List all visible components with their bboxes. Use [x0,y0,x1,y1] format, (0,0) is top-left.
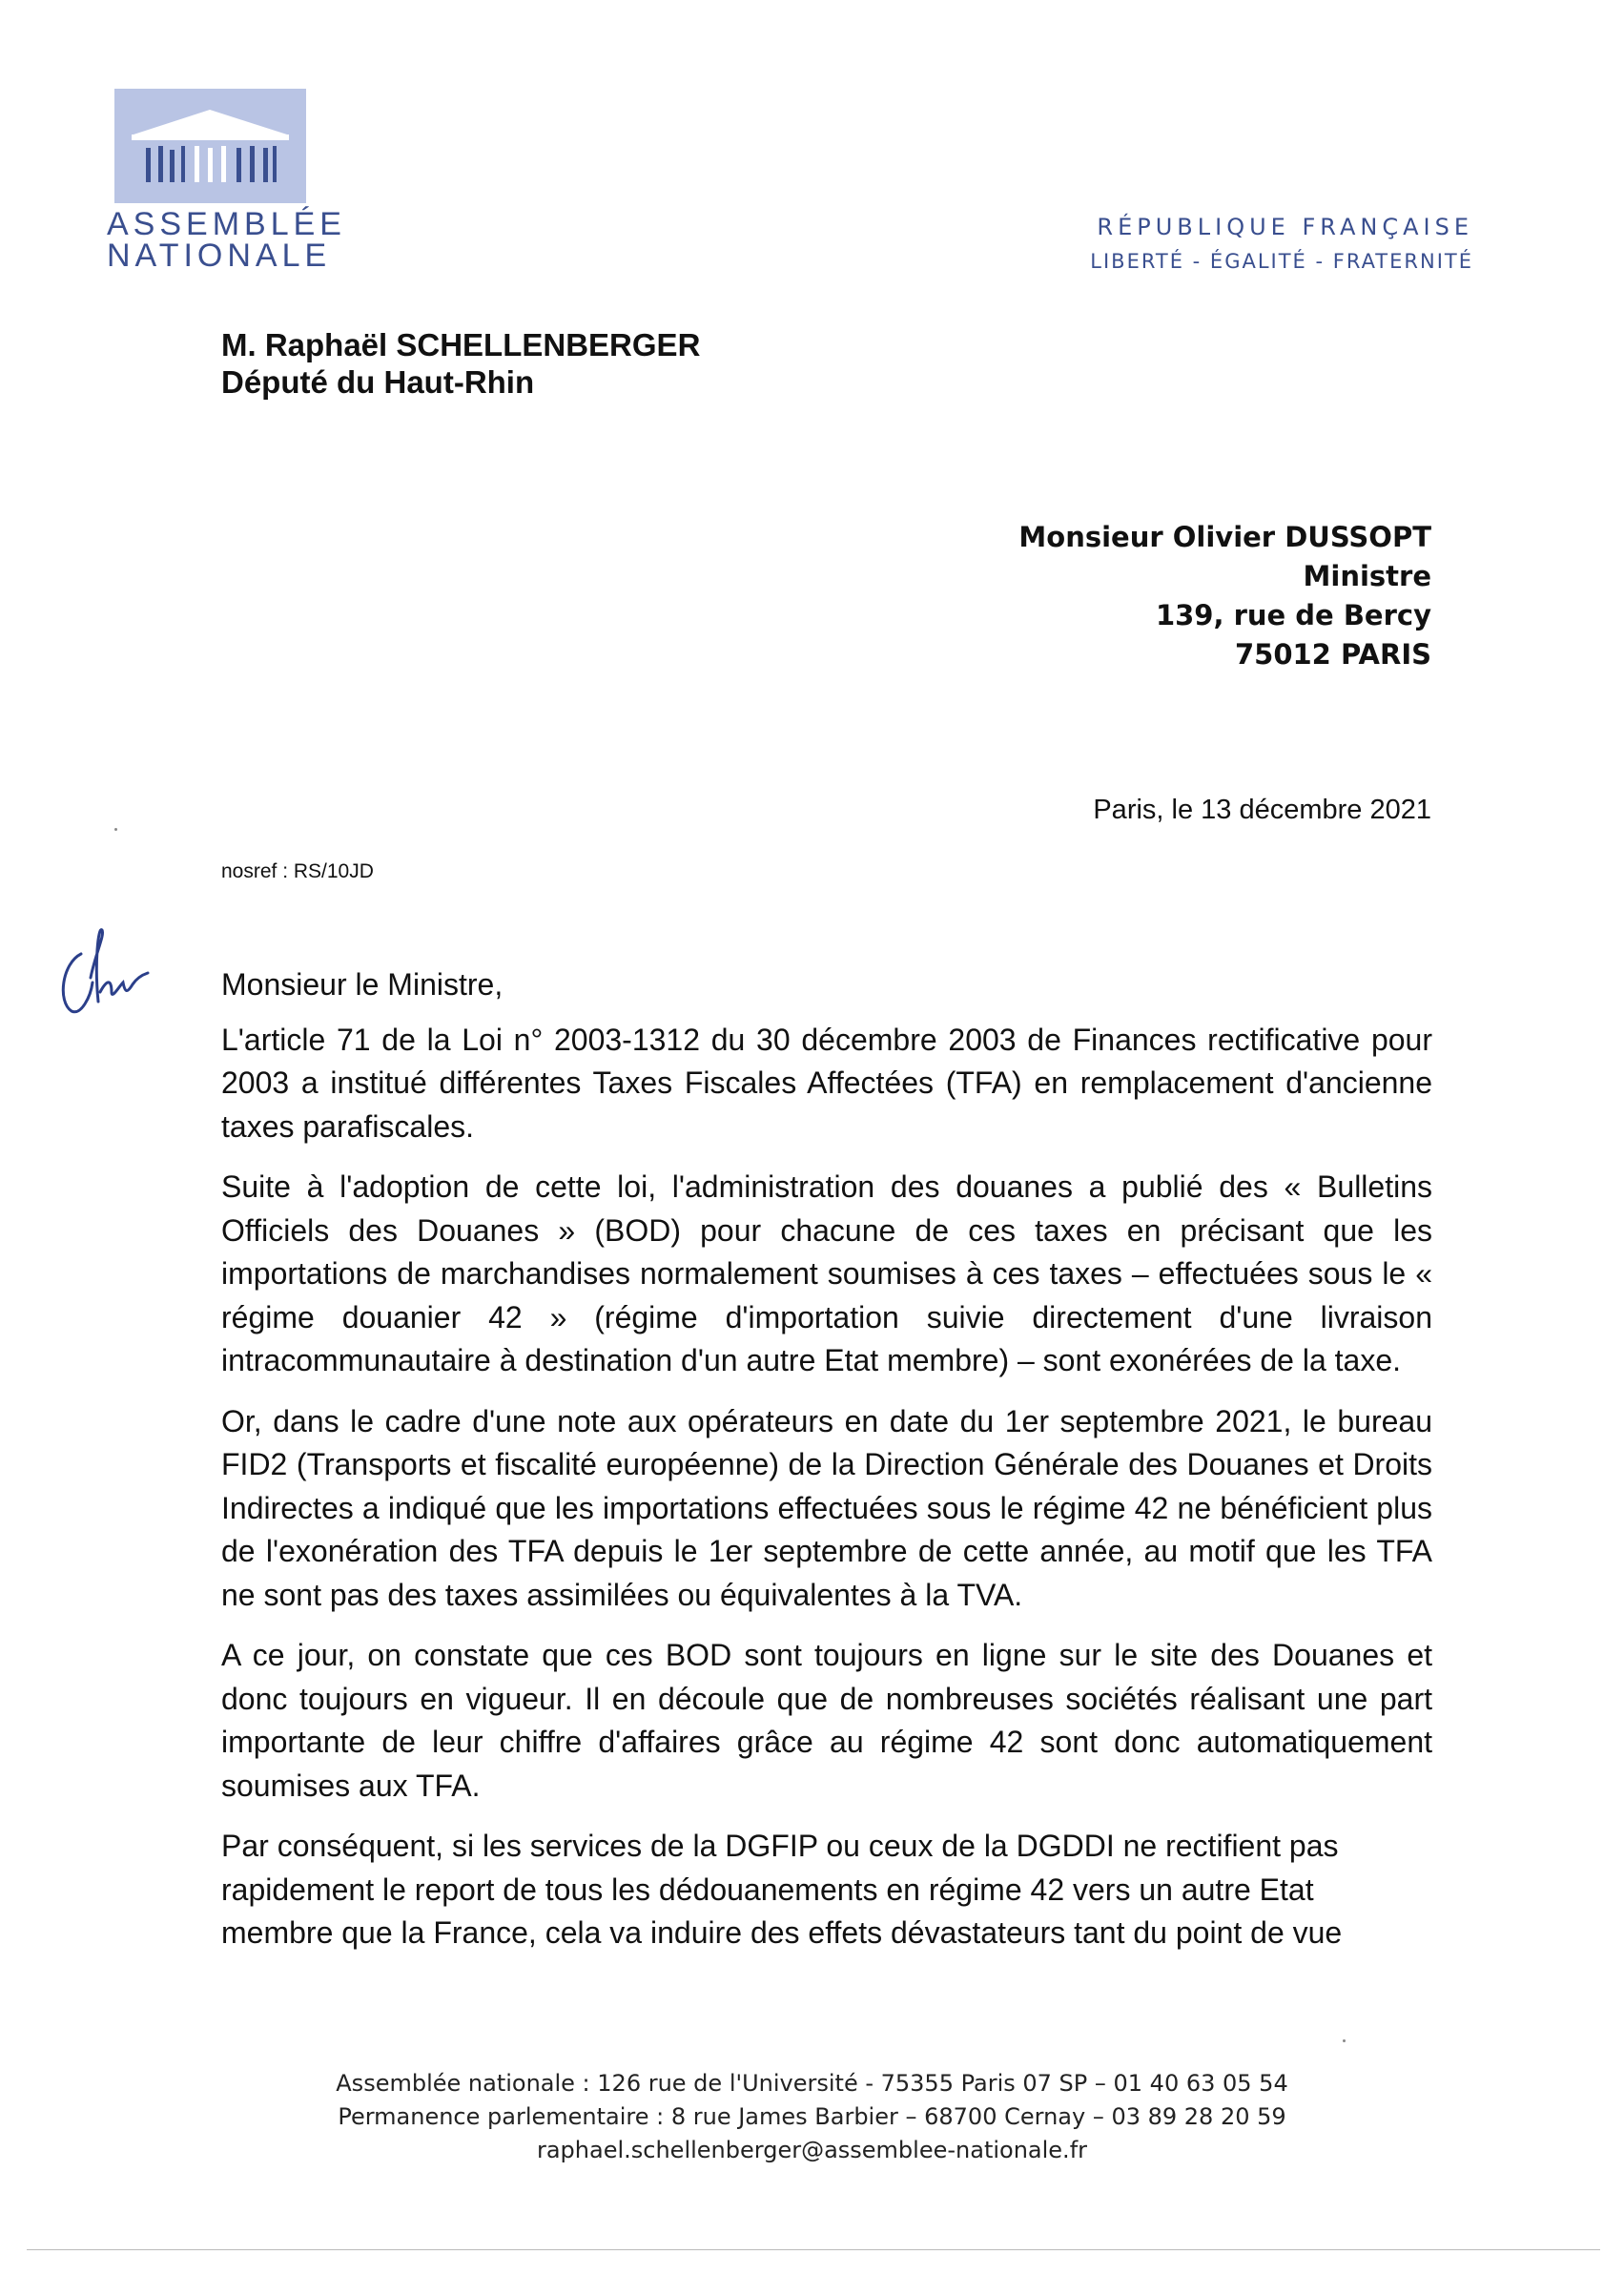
footer-email: raphael.schellenberger@assemblee-nationale.fr [536,2137,1088,2163]
logo-line-nationale: NATIONALE [107,238,332,274]
handwritten-initials [52,925,186,1030]
logo-line-assemblee: ASSEMBLÉE [107,206,346,242]
letter-body [221,963,1432,1973]
scan-speck [114,828,117,831]
footer-address-assemblee: Assemblée nationale : 126 rue de l'Université - 75355 Paris 07 SP – 01 40 63 05 54 [336,2070,1288,2097]
footer-address-permanence: Permanence parlementaire : 8 rue James Barbier – 68700 Cernay – 03 89 28 20 59 [338,2103,1286,2130]
paragraph-2: Suite à l'adoption de cette loi, l'administration des douanes a publié des « Bulletins Officiels des Douanes » (BOD) pour chacune de ces taxes en précisant que les importations de marchandises normalement soumises à ces taxes – effectuées sous le « régime douanier 42 » (régime d'importation suivie directement d'une livraison intracommunautaire à destination d'un autre Etat membre) – sont exonérées de la taxe. [221,1169,1432,1377]
footer-divider [27,2249,1600,2250]
paragraph-3: Or, dans le cadre d'une note aux opérateurs en date du 1er septembre 2021, le bureau FID2 (Transports et fiscalité européenne) de la Direction Générale des Douanes et Droits Indirectes a indiqué que les importations effectuées sous le régime 42 ne bénéficient plus de l'exonération des TFA depuis le 1er septembre de cette année, au motif que les TFA ne sont pas des taxes assimilées ou équivalentes à la TVA. [221,1403,1432,1612]
reference-number: nosref : RS/10JD [221,860,374,882]
letter-date: Paris, le 13 décembre 2021 [1093,795,1431,825]
sender-title: Député du Haut-Rhin [221,364,535,400]
paragraph-1: L'article 71 de la Loi n° 2003-1312 du 30 décembre 2003 de Finances rectificative pour 2003 a institué différentes Taxes Fiscales Affectées (TFA) en remplacement d'ancienne taxes parafiscales. [221,1022,1432,1144]
recipient-city: 75012 PARIS [1234,638,1431,671]
republic-label: RÉPUBLIQUE FRANÇAISE [1097,214,1473,240]
paragraph-5: Par conséquent, si les services de la DGFIP ou ceux de la DGDDI ne rectifient pas rapidement le report de tous les dédouanements en régime 42 vers un autre Etat membre que la France, cela va induire des effets dévastateurs tant du point de vue [221,1829,1343,1950]
salutation: Monsieur le Ministre, [221,967,504,1002]
recipient-title: Ministre [1303,560,1431,592]
republic-motto: LIBERTÉ - ÉGALITÉ - FRATERNITÉ [1090,250,1473,273]
hemicycle-logo-icon [114,89,306,203]
scan-speck [1343,2039,1346,2042]
recipient-street: 139, rue de Bercy [1155,599,1431,631]
sender-name: M. Raphaël SCHELLENBERGER [221,327,701,362]
recipient-name: Monsieur Olivier DUSSOPT [1018,521,1431,553]
paragraph-4: A ce jour, on constate que ces BOD sont toujours en ligne sur le site des Douanes et donc toujours en vigueur. Il en découle que de nombreuses sociétés réalisant une part importante de leur chiffre d'affaires grâce au régime 42 sont donc automatiquement soumises aux TFA. [221,1638,1432,1803]
